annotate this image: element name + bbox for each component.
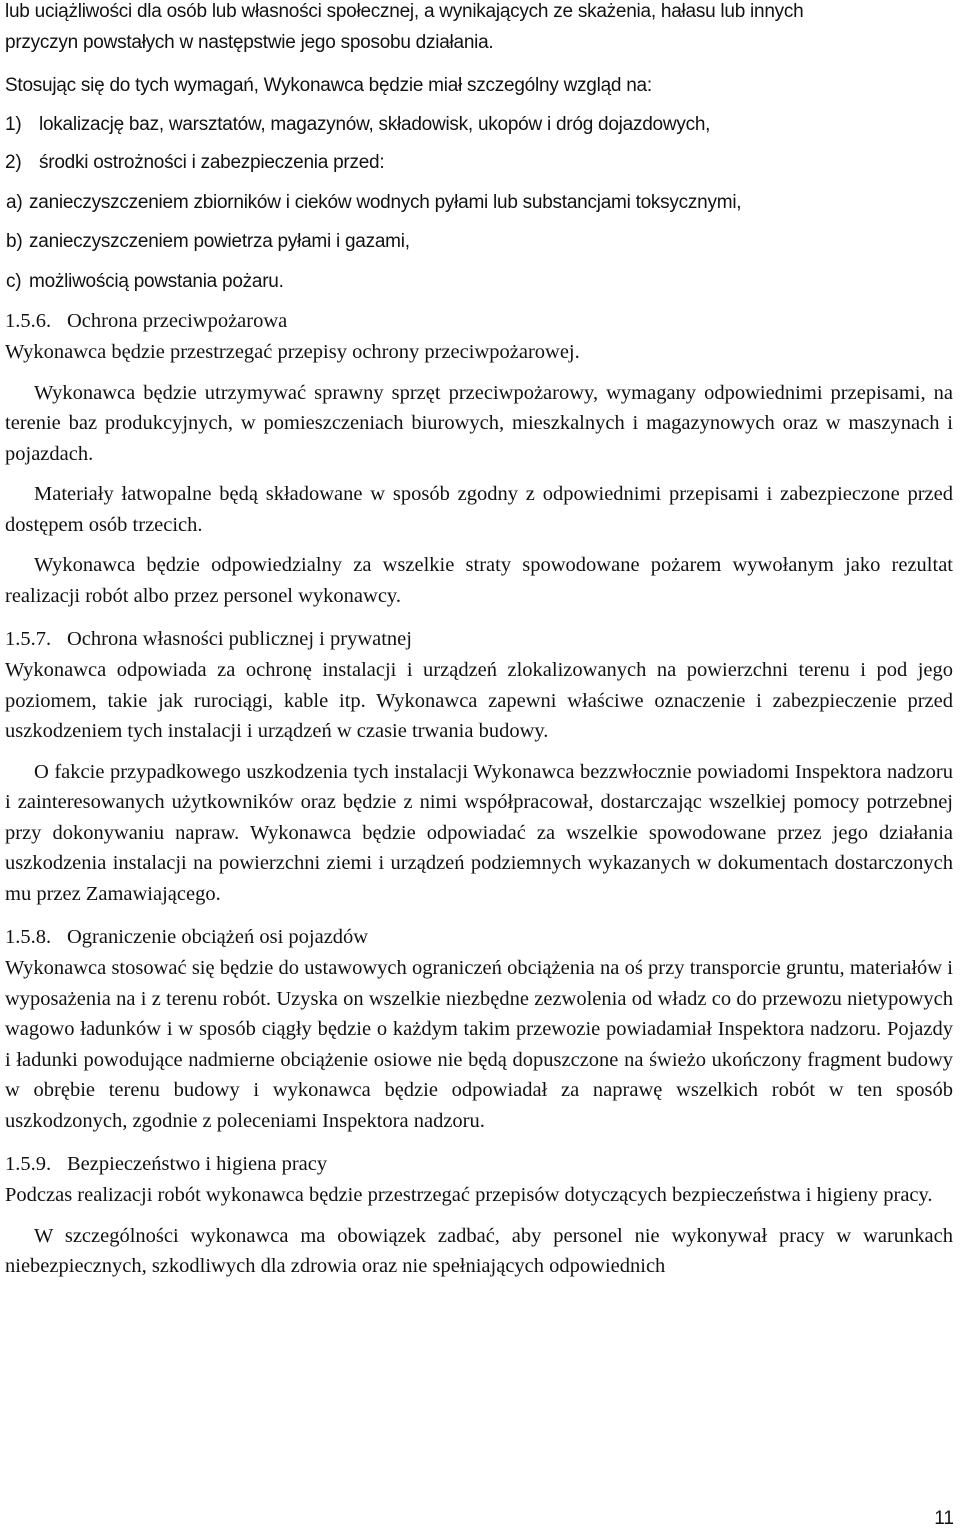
requirement-number: 1) [5,113,22,135]
precaution-text: możliwością powstania pożaru. [29,270,284,292]
section-number: 1.5.8. [5,926,52,948]
requirement-item-1 [5,110,953,141]
requirement-number: 2) [5,152,22,173]
section-heading-1-5-9 [5,1149,953,1179]
precaution-text: zanieczyszczeniem powietrza pyłami i gazami, [29,231,410,252]
precaution-label: b) [6,231,23,252]
requirement-text: lokalizację baz, warsztatów, magazynów, składowisk, ukopów i dróg dojazdowych, [39,113,711,135]
requirements-intro: Stosując się do tych wymagań, Wykonawca będzie miał szczególny wzgląd na: [5,75,652,96]
section-1-5-7-paragraph-1: Wykonawca odpowiada za ochronę instalacji i urządzeń zlokalizowanych na powierzchni terenu i pod jego poziomem, takie jak rurociągi, kable itp. Wykonawca zapewni właściwe oznaczenie i zabezpieczenie przed uszkodzeniem tych instalacji i urządzeń w czasie trwania budowy. [5,659,953,742]
section-number: 1.5.6. [5,310,52,332]
section-1-5-6-paragraph-3: Materiały łatwopalne będą składowane w sposób zgodny z odpowiednimi przepisami i zabezpieczone przed dostępem osób trzecich. [5,483,953,536]
document-page [5,0,953,1282]
section-1-5-8-paragraph-1: Wykonawca stosować się będzie do ustawowych ograniczeń obciążenia na oś przy transporcie gruntu, materiałów i wyposażenia na i z terenu robót. Uzyska on wszelkie niezbędne zezwolenia od władz co do przewozu nietypowych wagowo ładunków i w sposób ciągły będzie o każdym takim przewozie powiadamiał Inspektora nadzoru. Pojazdy i ładunki powodujące nadmierne obciążenie osiowe nie będą dopuszczone na świeżo ukończony fragment budowy w obrębie terenu budowy i wykonawca będzie odpowiadał za naprawę wszelkich robót w ten sposób uszkodzonych, zgodnie z poleceniami Inspektora nadzoru. [5,957,953,1132]
section-number: 1.5.9. [5,1153,52,1175]
section-heading-1-5-6 [5,306,953,336]
precaution-item-c [5,267,953,298]
section-1-5-9-paragraph-2: W szczególności wykonawca ma obowiązek zadbać, aby personel nie wykonywał pracy w warunkach niebezpiecznych, szkodliwych dla zdrowia oraz nie spełniających odpowiednich [5,1224,953,1277]
precaution-label: a) [6,191,23,213]
section-1-5-7-paragraph-2: O fakcie przypadkowego uszkodzenia tych instalacji Wykonawca bezzwłocznie powiadomi Inspektora nadzoru i zainteresowanych użytkowników oraz będzie z nimi współpracował, dostarczając wszelkiej pomocy potrzebnej przy dokonywaniu napraw. Wykonawca będzie odpowiadać za wszelkie spowodowane przez jego działania uszkodzenia instalacji na powierzchni ziemi i urządzeń podziemnych wykazanych w dokumentach dostarczonych mu przez Zamawiającego. [5,760,953,905]
section-title: Bezpieczeństwo i higiena pracy [67,1153,328,1175]
section-heading-1-5-8 [5,922,953,952]
precaution-label: c) [6,270,22,292]
precaution-item-b [5,227,953,258]
intro-line-2: przyczyn powstałych w następstwie jego sposobu działania. [5,31,494,53]
section-1-5-6-paragraph-1: Wykonawca będzie przestrzegać przepisy ochrony przeciwpożarowej. [5,341,580,363]
requirement-item-2 [5,148,953,179]
section-1-5-9-paragraph-1: Podczas realizacji robót wykonawca będzie przestrzegać przepisów dotyczących bezpieczeństwa i higieny pracy. [5,1184,933,1206]
requirement-text: środki ostrożności i zabezpieczenia przed: [39,152,385,173]
section-number: 1.5.7. [5,628,52,650]
section-1-5-6-paragraph-2: Wykonawca będzie utrzymywać sprawny sprzęt przeciwpożarowy, wymagany odpowiednimi przepisami, na terenie baz produkcyjnych, w pomieszczeniach biurowych, mieszkalnych i magazynowych oraz w maszynach i pojazdach. [5,381,953,465]
precaution-item-a [5,188,953,219]
precaution-text: zanieczyszczeniem zbiorników i cieków wodnych pyłami lub substancjami toksycznymi, [29,191,742,213]
intro-line-1: lub uciążliwości dla osób lub własności społecznej, a wynikających ze skażenia, hałasu lub innych [5,1,804,22]
page-number: 11 [934,1508,954,1529]
section-1-5-6-paragraph-4: Wykonawca będzie odpowiedzialny za wszelkie straty spowodowane pożarem wywołanym jako rezultat realizacji robót albo przez personel wykonawcy. [5,554,953,607]
section-heading-1-5-7 [5,624,953,654]
section-title: Ochrona przeciwpożarowa [67,310,288,332]
section-title: Ograniczenie obciążeń osi pojazdów [67,926,369,948]
section-title: Ochrona własności publicznej i prywatnej [67,628,412,650]
